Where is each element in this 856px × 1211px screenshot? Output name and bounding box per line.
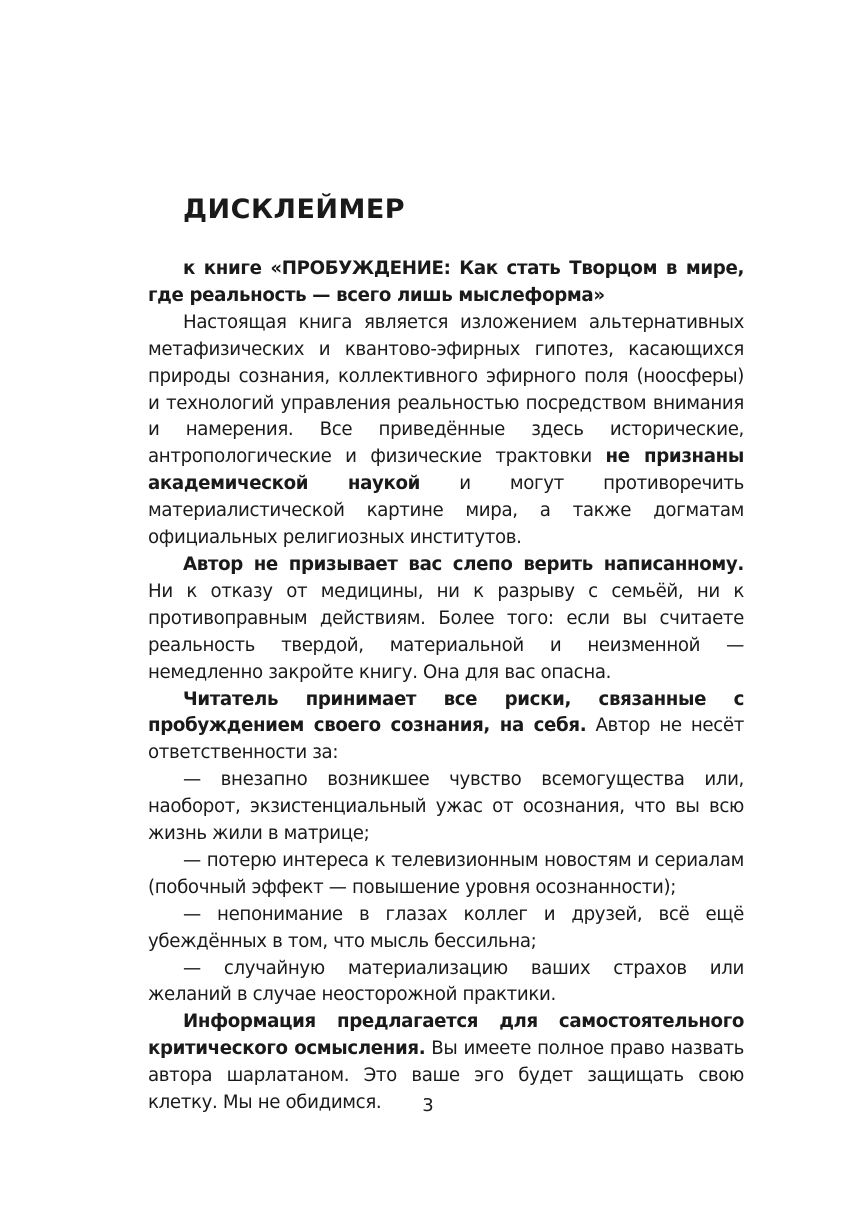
- paragraph-intro-part-a: Настоящая книга является изложением альтернативных метафизических и квантово-эфирных гипотез, касающихся природы сознания, коллективного эфирного поля (ноосферы) и технологий управления реальностью посредством внимания и намерения. Все приведённые здесь исторические, антропологические и физические трактовки: [148, 311, 744, 468]
- paragraph-risks-bold: Читатель принимает все риски, связанные с пробуждением своего сознания, на себя.: [148, 688, 744, 737]
- paragraph-critical-thinking-text: Вы имеете полное право назвать автора шарлатаном. Это ваше эго будет защищать свою клетку. Мы не обидимся.: [148, 1038, 744, 1114]
- paragraph-no-blind-faith-text: Ни к отказу от медицины, ни к разрыву с семьёй, ни к противоправным действиям. Более того: если вы считаете реальность твердой, материальной и неизменной — немедленно закройте книгу. Она для вас опасна.: [148, 580, 744, 683]
- list-item: — внезапно возникшее чувство всемогущества или, наоборот, экзистенциальный ужас от осознания, что вы всю жизнь жили в матрице;: [148, 769, 744, 845]
- list-item: — непонимание в глазах коллег и друзей, всё ещё убеждённых в том, что мысль бессильна;: [148, 903, 744, 952]
- paragraph-no-blind-faith: [148, 552, 744, 687]
- paragraph-intro-part-c: и могут противоречить материалистической картине мира, а также догматам официальных религиозных институтов.: [148, 473, 744, 549]
- paragraph-no-blind-faith-bold: Автор не призывает вас слепо верить написанному.: [183, 553, 744, 575]
- paragraph-risks-text: Автор не несёт ответственности за:: [148, 715, 744, 764]
- subtitle: [148, 256, 744, 310]
- subtitle-text: к книге «ПРОБУЖДЕНИЕ: Как стать Творцом в мире, где реальность — всего лишь мыслеформа»: [148, 258, 744, 306]
- disclaimer-body: [148, 256, 744, 1117]
- page-number: 3: [422, 1095, 434, 1116]
- paragraph-risks: [148, 687, 744, 768]
- paragraph-critical-thinking-bold: Информация предлагается для самостоятельного критического осмысления.: [148, 1011, 744, 1060]
- page-title: ДИСКЛЕЙМЕР: [183, 194, 406, 225]
- paragraph-intro-bold: не признаны академической наукой: [148, 446, 744, 495]
- list-item: — потерю интереса к телевизионным новостям и сериалам (побочный эффект — повышение уровня осознанности);: [148, 849, 744, 898]
- paragraph-intro: [148, 310, 744, 552]
- list-item: — случайную материализацию ваших страхов или желаний в случае неосторожной практики.: [148, 957, 744, 1006]
